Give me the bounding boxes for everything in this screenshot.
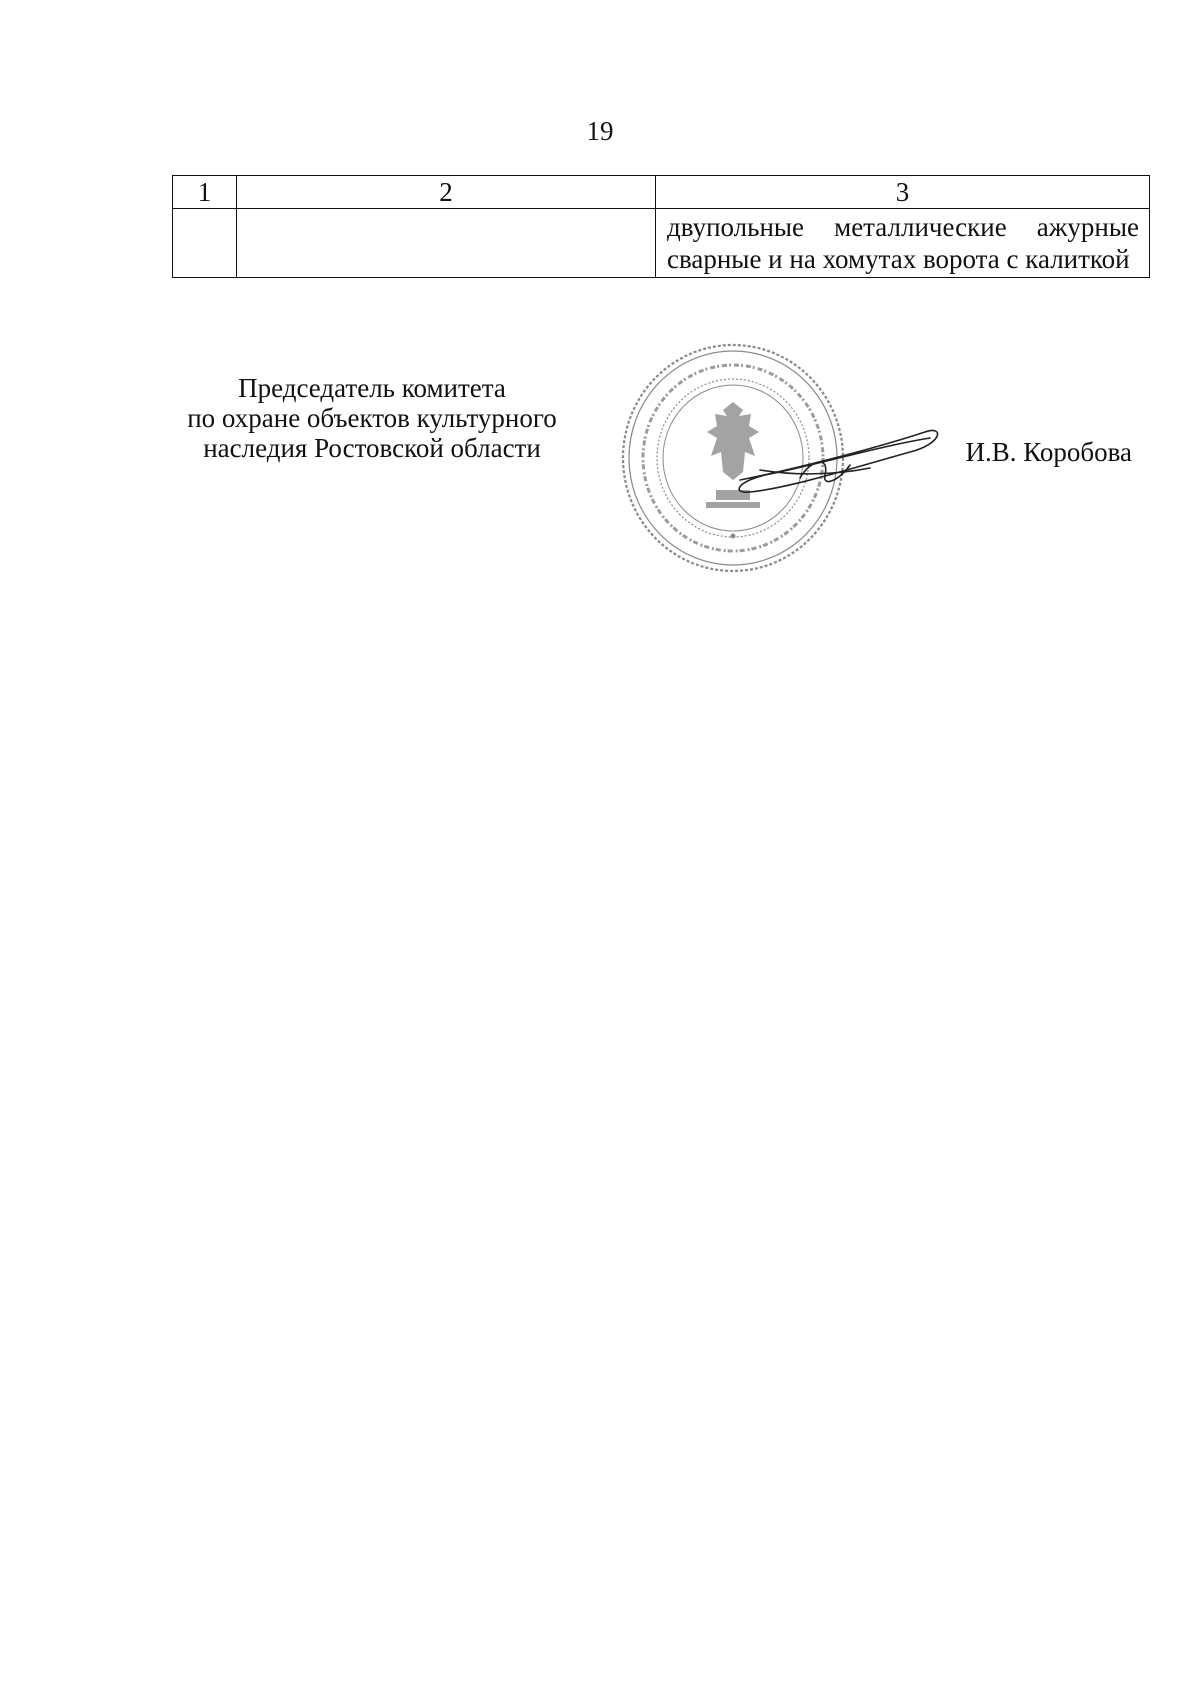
handwritten-signature bbox=[730, 420, 950, 510]
table-header-row bbox=[173, 176, 1150, 209]
table-header-cell-3: 3 bbox=[656, 176, 1150, 209]
table-row bbox=[173, 209, 1150, 278]
page-number: 19 bbox=[586, 116, 614, 146]
signatory-position-line: Председатель комитета bbox=[238, 373, 506, 403]
table-cell-col1 bbox=[173, 209, 237, 278]
table-cell-col2 bbox=[237, 209, 656, 278]
signatory-position-line: наследия Ростовской области bbox=[203, 433, 541, 463]
table-cell-col3 bbox=[656, 209, 1150, 278]
table-header-cell-2: 2 bbox=[237, 176, 656, 209]
table-header-cell-1: 1 bbox=[173, 176, 237, 209]
table-cell-description: двупольные металлические ажурные сварные и на хомутах ворота с калиткой bbox=[667, 212, 1139, 274]
signatory-position-line: по охране объектов культурного bbox=[187, 403, 557, 433]
signatory-position bbox=[150, 373, 594, 463]
signatory-name: И.В. Коробова bbox=[965, 437, 1132, 467]
data-table bbox=[172, 175, 1150, 278]
